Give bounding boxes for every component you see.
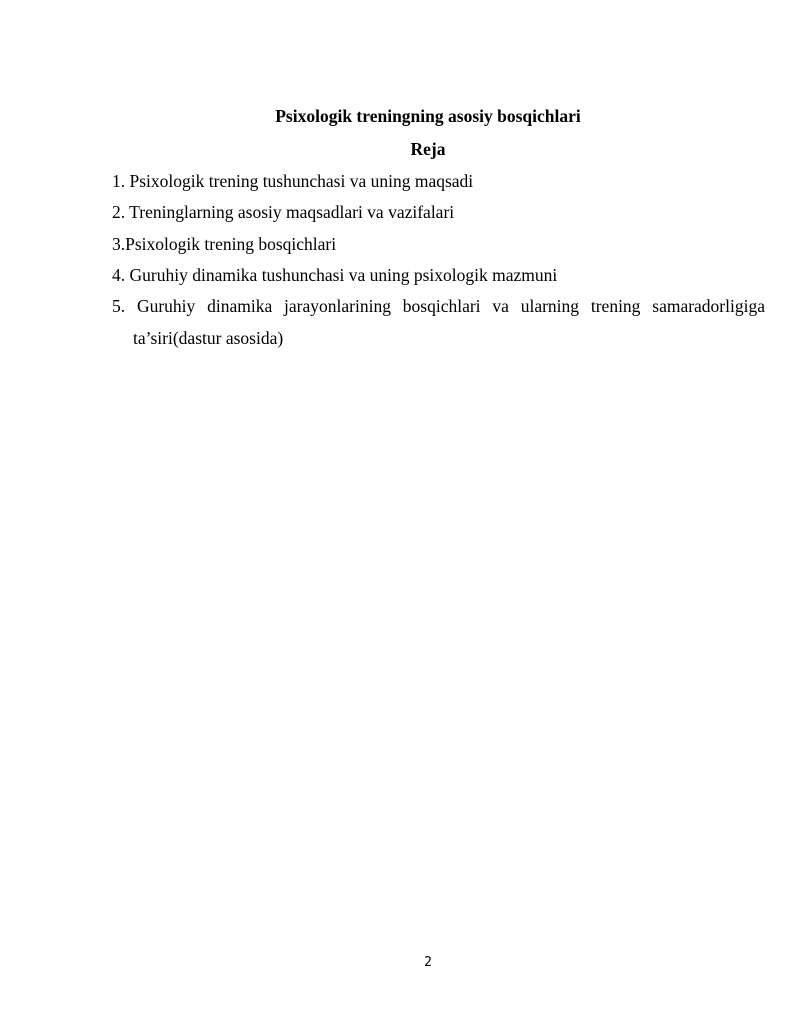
document-title: Psixologik treningning asosiy bosqichlari	[275, 106, 581, 126]
plan-item-1: 1. Psixologik trening tushunchasi va uning maqsadi	[112, 171, 474, 191]
plan-item-4: 4. Guruhiy dinamika tushunchasi va uning psixologik mazmuni	[112, 265, 558, 285]
plan-item-3: 3.Psixologik trening bosqichlari	[112, 234, 337, 254]
plan-heading: Reja	[410, 139, 446, 159]
plan-item-5: 5. Guruhiy dinamika jarayonlarining bosqichlari va ularning trening samaradorligiga ta’siri(dastur asosida)	[112, 296, 765, 348]
plan-item-2: 2. Treninglarning asosiy maqsadlari va vazifalari	[112, 202, 455, 222]
page-number: 2	[424, 955, 432, 970]
